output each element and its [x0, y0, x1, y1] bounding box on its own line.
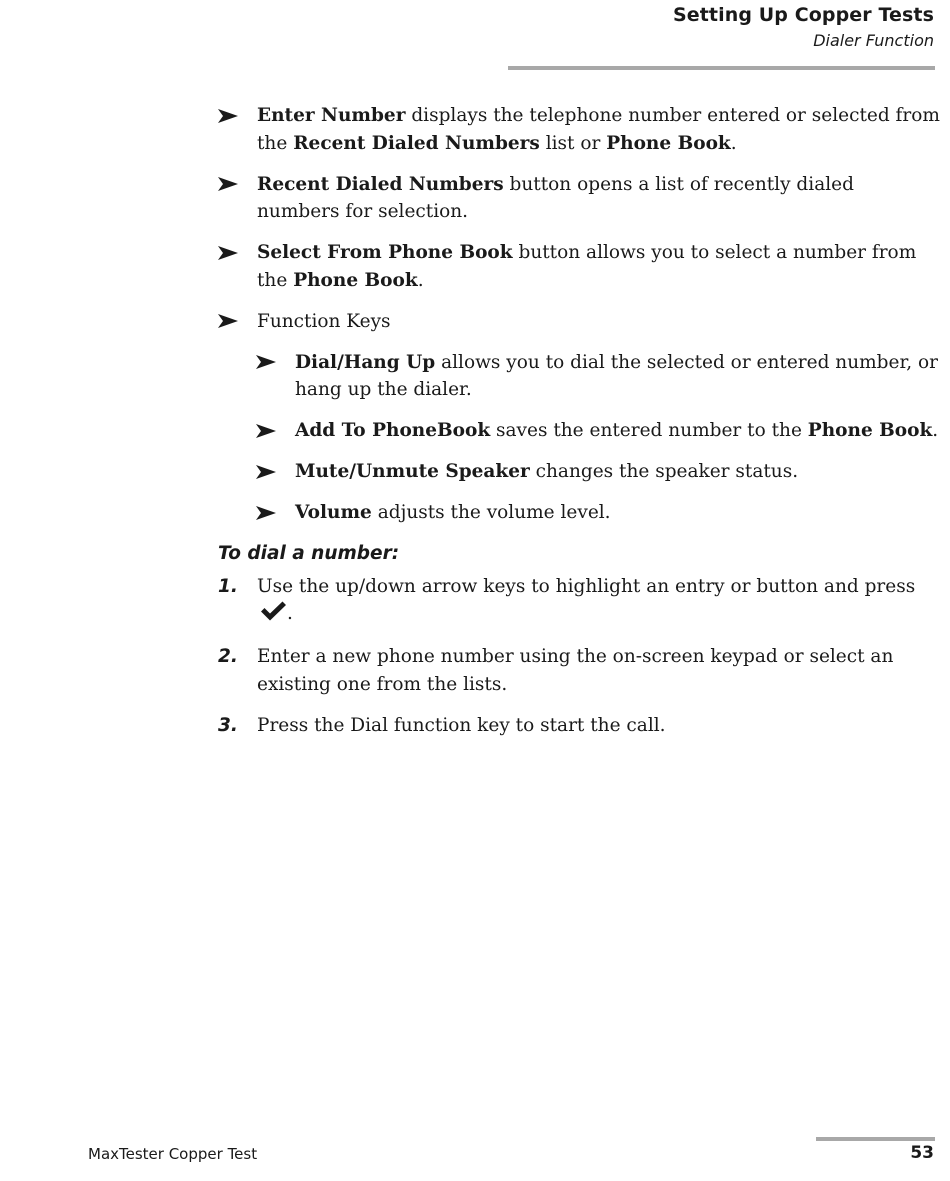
bullet-select-from-phone-book: [218, 239, 940, 294]
bullet-text: .: [730, 132, 737, 154]
arrow-bullet-icon: [256, 458, 278, 486]
arrow-bullet-icon: [256, 499, 278, 527]
procedure-step: [218, 712, 940, 740]
arrow-bullet-icon: [256, 349, 278, 377]
subbullet-text: allows you to dial the selected or entered number, or hang up the dialer.: [295, 351, 939, 400]
bullet-bold: Phone Book: [293, 269, 418, 291]
bullet-function-keys: [218, 308, 940, 336]
subbullet-dial-hang-up: [256, 349, 940, 404]
step-number: 3.: [218, 714, 238, 736]
bullet-text: displays the telephone number entered or selected from the: [257, 105, 940, 154]
bullet-enter-number: [218, 102, 940, 157]
step-text-end: .: [287, 603, 293, 624]
section-title: Dialer Function: [813, 31, 934, 50]
bullet-bold: Recent Dialed Numbers: [293, 132, 540, 154]
page-header: [673, 2, 934, 53]
subbullet-text: .: [932, 420, 939, 441]
arrow-bullet-icon: [218, 102, 240, 130]
bullet-bold: Phone Book: [606, 132, 731, 154]
subbullet-text: changes the speaker status.: [529, 461, 799, 482]
subbullet-text: adjusts the volume level.: [371, 502, 611, 523]
header-rule: [508, 66, 935, 70]
subbullet-lead: Dial/Hang Up: [295, 351, 436, 373]
arrow-bullet-icon: [218, 308, 240, 336]
page-content: [218, 102, 940, 753]
procedure-step: [218, 573, 940, 630]
bullet-recent-dialed-numbers: [218, 171, 940, 226]
footer-product-name: MaxTester Copper Test: [88, 1145, 258, 1163]
bullet-lead: Enter Number: [257, 105, 406, 126]
subbullet-bold: Phone Book: [807, 420, 933, 441]
step-text: Enter a new phone number using the on-screen keypad or select an existing one from the lists.: [257, 646, 894, 695]
subbullet-lead: Volume: [295, 502, 372, 523]
subbullet-lead: Mute/Unmute Speaker: [295, 461, 530, 482]
bullet-text: .: [417, 269, 424, 291]
procedure-step: [218, 643, 940, 698]
subbullet-text: saves the entered number to the: [490, 420, 808, 441]
step-text: Use the up/down arrow keys to highlight an entry or button and press: [257, 575, 916, 597]
bullet-text: button opens a list of recently dialed numbers for selection.: [257, 173, 854, 222]
arrow-bullet-icon: [218, 239, 240, 267]
subbullet-mute-unmute-speaker: [256, 458, 940, 486]
chapter-title: Setting Up Copper Tests: [672, 4, 934, 26]
page-number: 53: [910, 1143, 934, 1163]
subbullet-lead: Add To PhoneBook: [295, 420, 491, 441]
bullet-text: button allows you to select a number from the: [257, 242, 917, 291]
step-text: Press the Dial function key to start the call.: [257, 714, 666, 736]
bullet-text: Function Keys: [257, 310, 391, 332]
bullet-text: list or: [539, 132, 607, 154]
checkmark-icon: [260, 601, 287, 630]
subbullet-volume: [256, 499, 940, 527]
subbullet-add-to-phonebook: [256, 417, 940, 445]
bullet-lead: Recent Dialed Numbers: [257, 173, 504, 195]
bullet-lead: Select From Phone Book: [257, 242, 513, 263]
arrow-bullet-icon: [218, 171, 240, 199]
arrow-bullet-icon: [256, 417, 278, 445]
procedure-heading: To dial a number:: [218, 542, 400, 564]
step-number: 2.: [218, 646, 238, 667]
step-number: 1.: [218, 575, 238, 597]
